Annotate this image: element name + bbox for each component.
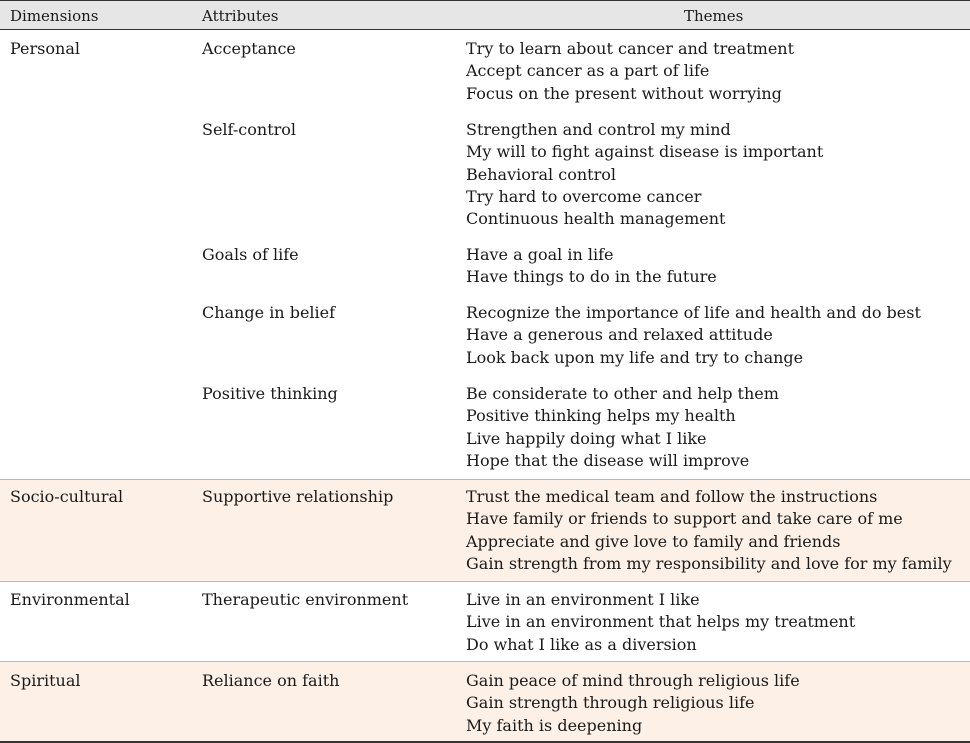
themes-cell — [466, 119, 823, 230]
theme-item: Have family or friends to support and take care of me — [466, 509, 903, 529]
theme-item: Try hard to overcome cancer — [466, 186, 702, 206]
theme-item: Strengthen and control my mind — [466, 120, 731, 139]
theme-item: Try to learn about cancer and treatment — [466, 39, 795, 58]
theme-item: Appreciate and give love to family and friends — [466, 531, 841, 551]
dimension-cell: Environmental — [10, 590, 130, 609]
attribute-cell: Therapeutic environment — [202, 590, 409, 609]
themes-cell — [466, 486, 952, 575]
theme-item: Have a generous and relaxed attitude — [466, 325, 773, 345]
table-header — [0, 0, 970, 30]
theme-item: Live happily doing what I like — [466, 428, 707, 448]
themes-cell — [466, 244, 717, 289]
theme-item: Recognize the importance of life and health and do best — [466, 303, 921, 322]
themes-cell — [466, 302, 921, 369]
dimension-cell: Spiritual — [10, 671, 81, 690]
theme-item: Gain strength from my responsibility and love for my family — [466, 553, 952, 573]
theme-item: Focus on the present without worrying — [466, 83, 782, 103]
attribute-cell: Self-control — [202, 120, 297, 139]
themes-cell — [466, 670, 800, 737]
theme-item: Live in an environment that helps my treatment — [466, 612, 856, 632]
theme-item: My faith is deepening — [466, 715, 643, 735]
attribute-cell: Goals of life — [202, 245, 299, 264]
theme-item: Be considerate to other and help them — [466, 384, 779, 403]
attribute-cell: Positive thinking — [202, 384, 338, 403]
theme-item: Trust the medical team and follow the instructions — [466, 487, 878, 506]
attribute-cell: Acceptance — [202, 39, 296, 58]
theme-item: Accept cancer as a part of life — [466, 61, 710, 81]
theme-item: Do what I like as a diversion — [466, 634, 697, 654]
theme-item: Hope that the disease will improve — [466, 450, 750, 470]
theme-item: Behavioral control — [466, 164, 616, 184]
theme-item: Gain peace of mind through religious life — [466, 671, 800, 690]
header-attributes: Attributes — [202, 7, 279, 25]
header-themes: Themes — [684, 7, 744, 25]
themes-cell — [466, 38, 794, 105]
theme-item: Gain strength through religious life — [466, 693, 755, 713]
header-dimensions: Dimensions — [10, 7, 99, 25]
theme-item: Have things to do in the future — [466, 267, 717, 287]
dimension-cell: Socio-cultural — [10, 487, 124, 506]
themes-cell — [466, 383, 779, 472]
attribute-cell: Change in belief — [202, 303, 336, 322]
theme-item: My will to fight against disease is important — [466, 142, 824, 162]
theme-item: Positive thinking helps my health — [466, 406, 736, 426]
theme-item: Continuous health management — [466, 209, 726, 229]
themes-cell — [466, 589, 855, 656]
attribute-cell: Supportive relationship — [202, 487, 394, 506]
theme-item: Live in an environment I like — [466, 590, 700, 609]
theme-item: Look back upon my life and try to change — [466, 347, 804, 367]
dimension-cell: Personal — [10, 39, 80, 58]
attribute-cell: Reliance on faith — [202, 671, 340, 690]
theme-item: Have a goal in life — [466, 245, 614, 264]
